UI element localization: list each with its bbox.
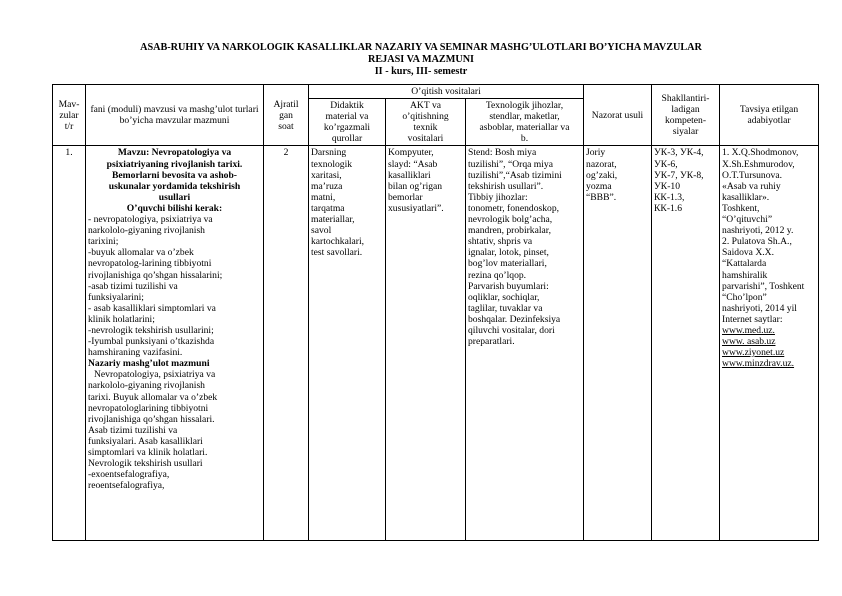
cell-akt: Kompyuter, slayd: “Asab kasalliklari bilan og’rigan bemorlar xususiyatlari”.: [386, 146, 466, 541]
header-topic: fani (moduli) mavzusi va mashg’ulot turlari bo’yicha mavzular mazmuni: [86, 85, 264, 146]
link-minzdrav[interactable]: www.minzdrav.uz.: [722, 358, 795, 370]
title-line-3: II - kurs, III- semestr: [374, 66, 468, 77]
header-control: Nazorat usuli: [584, 85, 652, 146]
header-literature: Tavsiya etilgan adabiyotlar: [720, 85, 819, 146]
header-hours: Ajratil gan soat: [264, 85, 309, 146]
theory-title: Nazariy mashg’ulot mazmuni: [88, 358, 210, 370]
header-didactic: Didaktik material va ko’rgazmali qurollar: [309, 99, 386, 146]
document-title: [0, 42, 842, 78]
header-row-1: [53, 85, 819, 99]
cell-control: Joriy nazorat, og’zaki, yozma “BBB”.: [584, 146, 652, 541]
link-asab[interactable]: www. asab.uz: [722, 336, 776, 348]
cell-hours: 2: [264, 146, 309, 541]
link-ziyonet[interactable]: www.ziyonet.uz: [722, 347, 785, 359]
link-med[interactable]: www.med.uz.: [722, 324, 775, 336]
title-line-1: ASAB-RUHIY VA NARKOLOGIK KASALLIKLAR NAZARIY VA SEMINAR MASHG’ULOTLARI BO’YICHA MAVZULAR: [140, 42, 702, 53]
header-competence: Shakllantiri- ladigan kompeten- siyalar: [652, 85, 720, 146]
header-tech: Texnologik jihozlar, stendlar, maketlar, asboblar, materiallar va b.: [466, 99, 584, 146]
cell-didactic: Darsning texnologik xaritasi, ma’ruza matni, tarqatma materiallar, savol kartochkalari, test savollari.: [309, 146, 386, 541]
cell-topic: Mavzu: Nevropatologiya va psixiatriyaning rivojlanish tarixi. Bemorlarni bevosita va ashob- uskunalar yordamida tekshirish usullari O’quvchi bilishi kerak: - nevropatologiya, psixiatriya va narkololo-giyaning rivojlanish tarixini; -buyuk allomalar va o’zbek nevropatolog-larining tibbiyotni rivojlanishiga qo’shgan hissalarini; -asab tizimi tuzilishi va funksiyalarini; - asab kasalliklari simptomlari va klinik holatlarini; -nevrologik tekshirish usullarini; -Iyumbal punksiyani o’tkazishda hamshiraning vazifasini. Nazariy mashg’ulot mazmuni Nevropatologiya, psixiatriya va narkololo-giyaning rivojlanish tarixi. Buyuk allomalar va o’zbek nevropatologlarining tibbiyotni rivojlanishiga qo’shgan hissalari. Asab tizimi tuzilishi va funksiyalari. Asab kasalliklari simptomlari va klinik holatlari. Nevrologik tekshirish usullari -exoentsefalografiya, reoentsefalografiya,: [86, 146, 264, 541]
header-akt: AKT va o’qitishning texnik vositalari: [386, 99, 466, 146]
header-teaching-tools: O’qitish vositalari: [309, 85, 584, 99]
title-line-2: REJASI VA MAZMUNI: [367, 54, 475, 65]
plan-table: [52, 84, 819, 541]
cell-tech: Stend: Bosh miya tuzilishi”, “Orqa miya tuzilishi”,“Asab tizimini tekshirish usullari”. Tibbiy jihozlar: tonometr, fonendoskop, nevrologik bolg’acha, mandren, probirkalar, shtativ, shpris va ignalar, lotok, pinset, bog’lov materiallari, rezina qo’lqop. Parvarish buyumlari: oqliklar, sochiqlar, taglilar, tuvaklar va boshqalar. Dezinfeksiya qiluvchi vositalar, dori preparatlari.: [466, 146, 584, 541]
cell-literature: 1. X.Q.Shodmonov, X.Sh.Eshmurodov, O.T.Tursunova. «Asab va ruhiy kasalliklar». Toshkent, “O’qituvchi” nashriyoti, 2012 y. 2. Pulatova Sh.A., Saidova X.X. “Kattalarda hamshiralik parvarishi”, Toshkent “Cho’lpon” nashriyoti, 2014 yil Internet saytlar: www.med.uz. www. asab.uz www.ziyonet.uz www.minzdrav.uz.: [720, 146, 819, 541]
must-know-title: O’quvchi bilishi kerak:: [126, 202, 223, 214]
table-row: [53, 146, 819, 541]
cell-num: 1.: [53, 146, 86, 541]
cell-competence: УК-3, УК-4, УК-6, УК-7, УК-8, УК-10 КК-1.3, КК-1.6: [652, 146, 720, 541]
header-num: Mav- zular t/r: [53, 85, 86, 146]
